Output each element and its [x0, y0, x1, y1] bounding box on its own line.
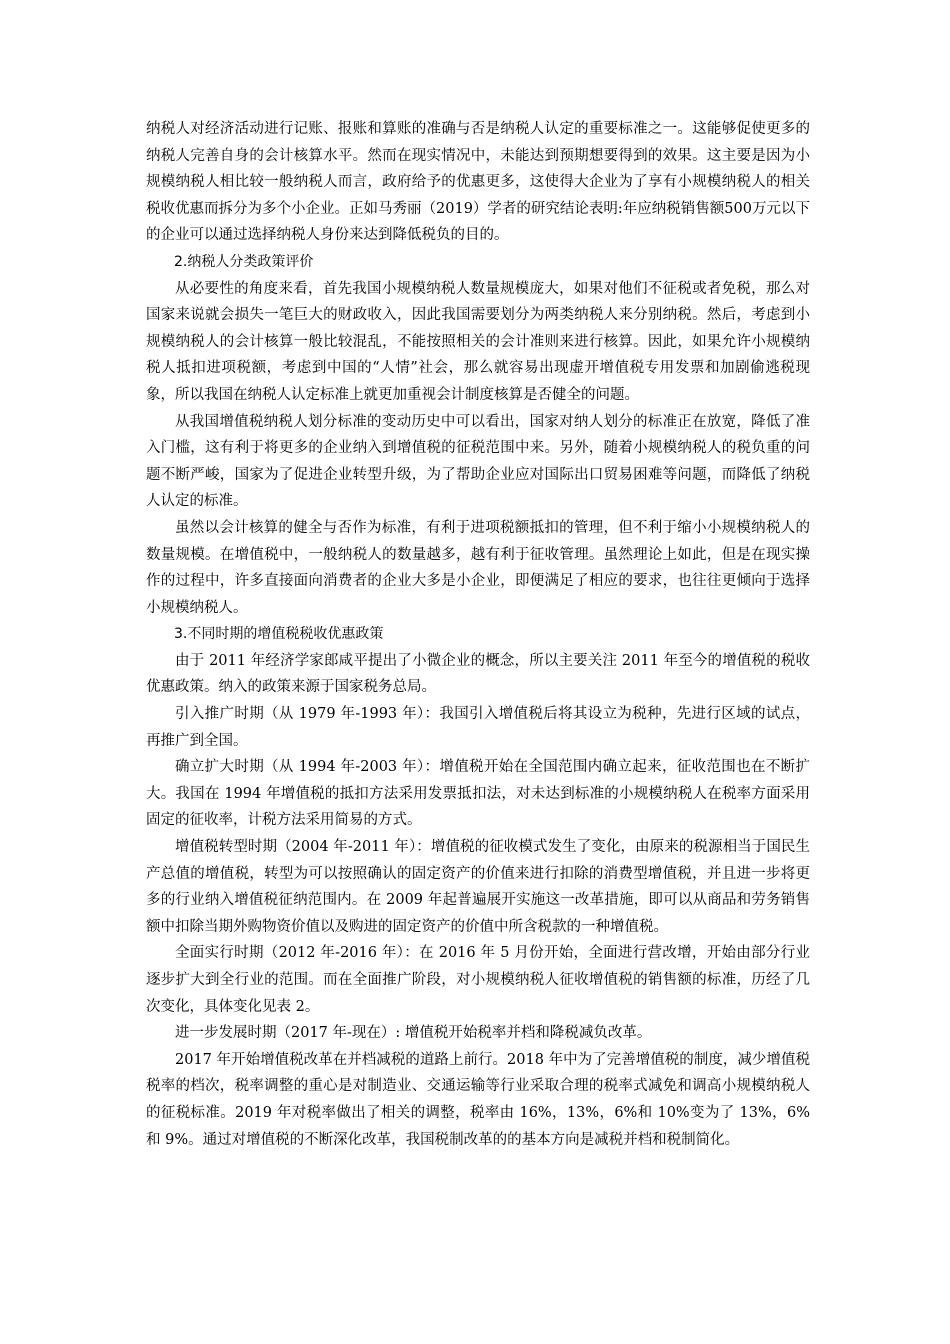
section-heading-classification-evaluation: 2.纳税人分类政策评价 — [174, 253, 314, 270]
paragraph-standard-history: 从我国增值税纳税人划分标准的变动历史中可以看出，国家对纳人划分的标准正在放宽，降低了准入门槛，这有利于将更多的企业纳入到增值税的征税范围中来。另外，随着小规模纳税人的税负重的问题不断严峻，国家为了促进企业转型升级，为了帮助企业应对国际出口贸易困难等问题，而降低了纳税人认定的标准。 — [146, 413, 810, 510]
paragraph-small-micro-enterprise: 由于 2011 年经济学家郎咸平提出了小微企业的概念，所以主要关注 2011 年至今的增值税的税收优惠政策。纳入的政策来源于国家税务总局。 — [146, 652, 810, 696]
paragraph-taxpayer-accounting: 纳税人对经济活动进行记账、报账和算账的准确与否是纳税人认定的重要标准之一。这能够促使更多的纳税人完善自身的会计核算水平。然而在现实情况中，未能达到预期想要得到的效果。这主要是因为小规模纳税人相比较一般纳税人而言，政府给予的优惠更多，这使得大企业为了享有小规模纳税人的相关税收优惠而拆分为多个小企业。正如马秀丽（2019）学者的研究结论表明:年应纳税销售额500万元以下的企业可以通过选择纳税人身份来达到降低税负的目的。 — [146, 121, 810, 244]
paragraph-expansion-period: 确立扩大时期（从 1994 年-2003 年）：增值税开始在全国范围内确立起来，征收范围也在不断扩大。我国在 1994 年增值税的抵扣方法采用发票抵扣法，对未达到标准的小规模纳税人在税率方面采用固定的征收率，计税方法采用简易的方式。 — [146, 759, 810, 829]
paragraph-introduction-period: 引入推广时期（从 1979 年-1993 年）：我国引入增值税后将其设立为税种，先进行区域的试点，再推广到全国。 — [146, 706, 810, 749]
paragraph-full-implementation-period: 全面实行时期（2012 年-2016 年）：在 2016 年 5 月份开始，全面进行营改增，开始由部分行业逐步扩大到全行业的范围。而在全面推广阶段，对小规模纳税人征收增值税的销售额的标准，历经了几次变化，具体变化见表 2。 — [146, 945, 810, 1015]
paragraph-further-development-period: 进一步发展时期（2017 年-现在）: 增值税开始税率并档和降税减负改革。 — [175, 1025, 652, 1042]
document-body — [146, 116, 810, 1153]
section-heading-preferential-policies: 3.不同时期的增值税税收优惠政策 — [174, 626, 384, 643]
paragraph-necessity: 从必要性的角度来看，首先我国小规模纳税人数量规模庞大，如果对他们不征税或者免税，那么对国家来说就会损失一笔巨大的财政收入，因此我国需要划分为两类纳税人来分别纳税。然后，考虑到小规模纳税人的会计核算一般比较混乱，不能按照相关的会计准则来进行核算。因此，如果允许小规模纳税人抵扣进项税额，考虑到中国的“人情”社会，那么就容易出现虚开增值税专用发票和加剧偷逃税现象，所以我国在纳税人认定标准上就更加重视会计制度核算是否健全的问题。 — [146, 280, 810, 403]
paragraph-transition-period: 增值税转型时期（2004 年-2011 年）：增值税的征收模式发生了变化，由原来的税源相当于国民生产总值的增值税，转型为可以按照确认的固定资产的价值来进行扣除的消费型增值税，并且进一步将更多的行业纳入增值税征纳范围内。在 2009 年起普遍展开实施这一改革措施，即可以从商品和劳务销售额中扣除当期外购物资价值以及购进的固定资产的价值中所含税款的一种增值税。 — [146, 839, 810, 935]
paragraph-2017-reform: 2017 年开始增值税改革在并档减税的道路上前行。2018 年中为了完善增值税的制度，减少增值税税率的档次，税率调整的重心是对制造业、交通运输等行业采取合理的税率式减免和调高小规模纳税人的征税标准。2019 年对税率做出了相关的调整，税率由 16%，13%，6%和 10%变为了 13%，6%和 9%。通过对增值税的不断深化改革，我国税制改革的的基本方向是减税并档和税制简化。 — [146, 1051, 810, 1148]
paragraph-accounting-standard: 虽然以会计核算的健全与否作为标准，有利于进项税额抵扣的管理，但不利于缩小小规模纳税人的数量规模。在增值税中，一般纳税人的数量越多，越有利于征收管理。虽然理论上如此，但是在现实操作的过程中，许多直接面向消费者的企业大多是小企业，即便满足了相应的要求，也往往更倾向于选择小规模纳税人。 — [146, 519, 810, 616]
